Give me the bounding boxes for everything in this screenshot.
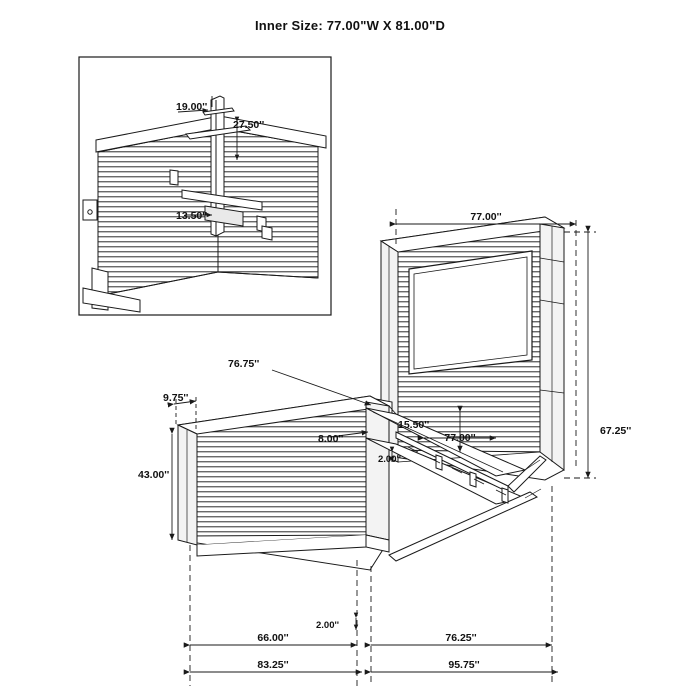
dim-side-length: 76.25'' [445, 632, 477, 644]
dim-footboard-depth: 9.75'' [163, 392, 189, 404]
dim-top-width: 77.00'' [470, 211, 502, 223]
dim-overall-length: 95.75'' [448, 659, 480, 671]
dim-rail-height: 15.50'' [398, 419, 430, 431]
dim-base-thickness: 2.00'' [316, 620, 340, 631]
dim-footboard-width: 66.00'' [257, 632, 289, 644]
detail-dim-19: 19.00'' [176, 101, 208, 113]
detail-dim-27: 27.50'' [233, 119, 265, 131]
detail-dim-13: 13.50'' [176, 210, 208, 222]
dim-footboard-height: 43.00'' [138, 469, 170, 481]
footboard-assembly [178, 396, 389, 570]
dim-headboard-height: 67.25'' [600, 425, 632, 437]
dim-overall-width: 83.25'' [257, 659, 289, 671]
dim-inner-width: 77.00'' [444, 432, 476, 444]
dim-rail-thickness: 2.00'' [378, 454, 402, 465]
inset-detail-box [79, 57, 331, 315]
dim-rail-offset: 8.00'' [318, 433, 344, 445]
page-title: Inner Size: 77.00"W X 81.00"D [254, 18, 446, 33]
dim-inner-length: 76.75'' [228, 358, 260, 370]
